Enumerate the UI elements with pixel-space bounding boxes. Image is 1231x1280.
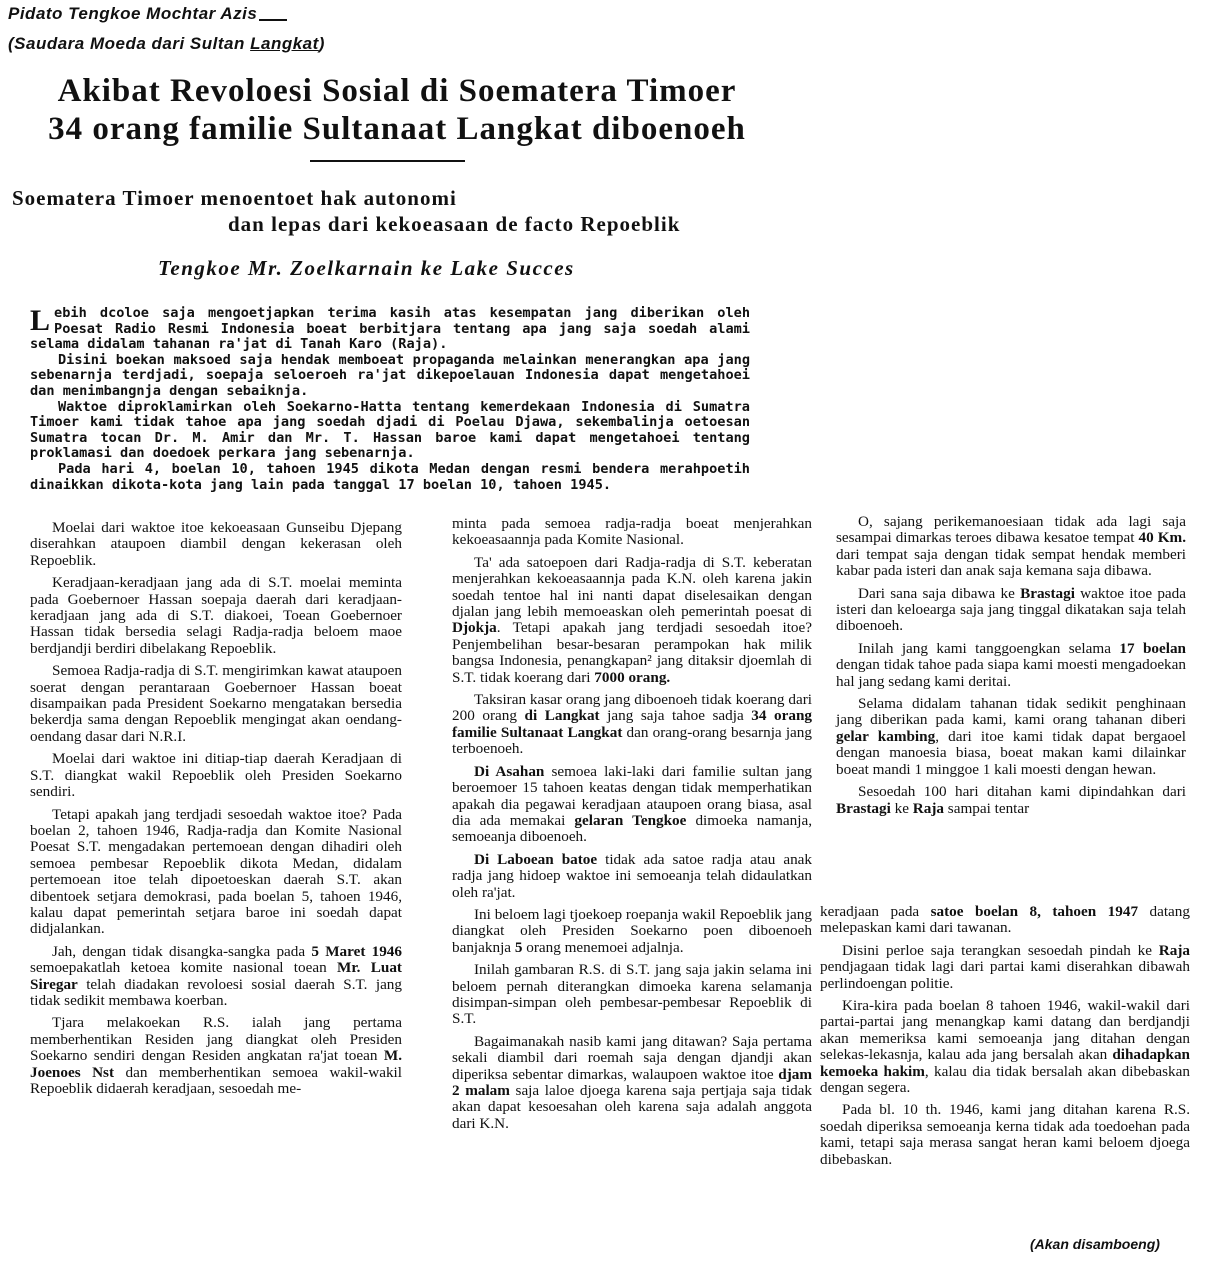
- paragraph: Disini perloe saja terangkan sesoedah pindah ke Raja pendjagaan tidak lagi dari partai kami diserahkan dibawah perlindoengan politie.: [820, 941, 1190, 992]
- subhead-line-1: Soematera Timoer menoentoet hak autonomi: [12, 186, 457, 210]
- paragraph: Selama didalam tahanan tidak sedikit penghinaan jang diberikan pada kami, kami orang tahanan diberi gelar kambing, dari itoe kami tidak dapat bergaoel dengan manoesia biasa, boeat makan kami dilainkar boeat mandi 1 minggoe 1 kali moesti dengan hewan.: [836, 695, 1186, 778]
- lead-paragraph: Pada hari 4, boelan 10, tahoen 1945 dikota Medan dengan resmi bendera merahpoetih dinaikkan dikota-kota jang lain pada tanggal 17 boelan 10, tahoen 1945.: [30, 460, 750, 493]
- paragraph: Inilah jang kami tanggoengkan selama 17 boelan dengan tidak tahoe pada siapa kami moesti mengadoekan hal jang sedang kami deritai.: [836, 639, 1186, 690]
- headline-line-1: Akibat Revoloesi Sosial di Soematera Timoer: [57, 73, 737, 109]
- headline-line-2: 34 orang familie Sultanaat Langkat diboenoeh: [48, 111, 746, 147]
- paragraph: Dari sana saja dibawa ke Brastagi waktoe itoe pada isteri dan keloearga saja jang tinggal dikatakan saja telah diboenoeh.: [836, 584, 1186, 635]
- paragraph: Kira-kira pada boelan 8 tahoen 1946, wakil-wakil dari partai-partai jang menangkap kami datang dan berdjandji akan memeriksa kami semoeanja jang ditahan dengan selekas-lekasnja, kalau ada jang bersalah akan dihadapkan kemoeka hakim, kalau dia tidak bersalah akan dibebaskan dengan segera.: [820, 997, 1190, 1097]
- subhead-line-2: dan lepas dari kekoeasaan de facto Repoeblik: [228, 212, 681, 236]
- subhead-line-3: Tengkoe Mr. Zoelkarnain ke Lake Succes: [158, 256, 575, 280]
- lead-paragraph: Waktoe diproklamirkan oleh Soekarno-Hatta tentang kemerdekaan Indonesia di Sumatra Timoer kami tidak tahoe apa jang soedah djadi di Poelau Djawa, sekembalinja oetoesan Sumatra tocan Dr. M. Amir dan Mr. T. Hassan baroe kami dapat mengetahoei tentang proklamasi dan doedoek perkara jang sebenarnja.: [30, 398, 750, 462]
- paragraph: Ta' ada satoepoen dari Radja-radja di S.T. keberatan menjerahkan kekoeasaannja pada K.N. oleh karena jakin soedah tentoe hal ini nanti dapat diselesaikan dengan djalan jang lebih memoeaskan oleh pemerintah poesat di Djokja. Tetapi apakah jang terdjadi sesoedah itoe? Penjembelihan besar-besaran perampokan hak milik bangsa Indonesia, penangkapan² jang ditaksir djoemlah di S.T. tidak koerang dari 7000 orang.: [452, 553, 812, 686]
- paragraph: keradjaan pada satoe boelan 8, tahoen 1947 datang melepaskan kami dari tawanan.: [820, 903, 1190, 937]
- paragraph: Keradjaan-keradjaan jang ada di S.T. moelai meminta pada Goebernoer Hassan soepaja daerah dari keradjaan-keradjaan jang ada di S.T. diakoei, Toean Goebernoer Hassan tidak bersedia selagi Radja-radja beloem maoe berdjandji berdiri dibelakang Repoeblik.: [30, 574, 402, 657]
- article-column-3: [836, 514, 1186, 823]
- paragraph: Ini beloem lagi tjoekoep roepanja wakil Repoeblik jang diangkat oleh Presiden Soekarno poen diboenoeh banjaknja 5 orang menemoei adjalnja.: [452, 905, 812, 956]
- article-column-1: [30, 520, 402, 1103]
- paragraph: Moelai dari waktoe ini ditiap-tiap daerah Keradjaan di S.T. diangkat wakil Repoeblik oleh Presiden Soekarno sendiri.: [30, 750, 402, 801]
- paragraph: Pada bl. 10 th. 1946, kami jang ditahan karena R.S. soedah diperiksa semoeanja kerna tidak ada toedoehan pada kami, tetapi saja merasa sangat heran kami beloem djoega dibebaskan.: [820, 1101, 1190, 1168]
- headline-divider: [310, 160, 465, 162]
- paragraph: Bagaimanakah nasib kami jang ditawan? Saja pertama sekali diambil dari roemah saja dengan djandji akan diperiksa sebentar dimarkas, walaupoen waktoe itoe djam 2 malam saja laloe djoega karena saja pertjaja saja tidak akan dapat kesoesahan oleh karena saja adalah anggota dari K.N.: [452, 1032, 812, 1132]
- to-be-continued: (Akan disamboeng): [1030, 1236, 1160, 1252]
- article-column-3-continued: [820, 904, 1190, 1174]
- kicker-relation: (Saudara Moeda dari Sultan Langkat): [8, 34, 325, 53]
- paragraph: Sesoedah 100 hari ditahan kami dipindahkan dari Brastagi ke Raja sampai tentar: [836, 783, 1186, 817]
- paragraph: Jah, dengan tidak disangka-sangka pada 5 Maret 1946 semoepakatlah ketoea komite nasional toean Mr. Luat Siregar telah diadakan revoloesi sosial daerah S.T. jang tidak sedikit membawa koerban.: [30, 942, 402, 1009]
- article-column-2: [452, 516, 812, 1138]
- paragraph: Inilah gambaran R.S. di S.T. jang saja jakin selama ini beloem pernah diterangkan dimoeka karena selamanja disimpan-simpan oleh pembesar-pembesar Repoeblik di S.T.: [452, 961, 812, 1028]
- paragraph: Taksiran kasar orang jang diboenoeh tidak koerang dari 200 orang di Langkat jang saja tahoe sadja 34 orang familie Sultanaat Langkat dan orang-orang besarnja jang terboenoeh.: [452, 691, 813, 758]
- lead-paragraphs: [30, 306, 750, 493]
- paragraph: O, sajang perikemanoesiaan tidak ada lagi saja sesampai dimarkas teroes dibawa kesatoe tempat 40 Km. dari tempat saja dengan tidak sempat hendak memberi kabar pada isteri dan anak saja kemana saja dibawa.: [836, 513, 1186, 580]
- lead-paragraph: Disini boekan maksoed saja hendak memboeat propaganda melainkan menerangkan apa jang sebenarnja terdjadi, soepaja seloeroeh ra'jat dikepoelauan Indonesia dapat mengetahoei dan menimbangnja dengan sebaiknja.: [30, 351, 750, 399]
- paragraph: Tetapi apakah jang terdjadi sesoedah waktoe itoe? Pada boelan 2, tahoen 1946, Radja-radja dan Komite Nasional Poesat S.T. mengadakan pertemoean dengan dihadiri oleh semoea pembesar Repoeblik dikota Medan, didalam pertemoean itoe telah dipoetoeskan daerah S.T. akan dibentoek setjara demokrasi, pada boelan 5, tahoen 1946, kalau dapat pemerintah setjara baroe ini soedah dapat didjalankan.: [30, 805, 402, 938]
- kicker-speaker: Pidato Tengkoe Mochtar Azis: [8, 4, 287, 24]
- paragraph: Moelai dari waktoe itoe kekoeasaan Gunseibu Djepang diserahkan ataupoen diambil dengan kekerasan oleh Repoeblik.: [30, 519, 402, 569]
- paragraph: minta pada semoea radja-radja boeat menjerahkan kekoeasaannja pada Komite Nasional.: [452, 515, 812, 549]
- paragraph: Semoea Radja-radja di S.T. mengirimkan kawat ataupoen soerat dengan perantaraan Goebernoer Hassan boeat disampaikan pada President Soekarno mengatakan bersedia bekerdja sama dengan Repoeblik mengingat akan oendang-oendang dasar dari N.R.I.: [30, 662, 402, 745]
- headline: [32, 72, 762, 148]
- lead-paragraph: Lebih dcoloe saja mengoetjapkan terima kasih atas kesempatan jang diberikan oleh Poesat Radio Resmi Indonesia boeat berbitjara tentang apa jang saja soedah alami selama didalam tahanan ra'jat di Tanah Karo (Raja).: [30, 304, 750, 353]
- paragraph: Tjara melakoekan R.S. ialah jang pertama memberhentikan Residen jang diangkat oleh Presiden Soekarno sendiri dengan Residen angkatan ra'jat toean M. Joenoes Nst dan memberhentikan semoea wakil-wakil Repoeblik didaerah keradjaan, sesoedah me-: [30, 1014, 402, 1097]
- drop-cap: L: [30, 304, 51, 337]
- paragraph: Di Laboean batoe tidak ada satoe radja atau anak radja jang hidoep waktoe ini semoeanja telah didaulatkan oleh ra'jat.: [452, 850, 813, 901]
- paragraph: Di Asahan semoea laki-laki dari familie sultan jang beroemoer 15 tahoen keatas dengan tidak memperhatikan apakah dia pegawai keradjaan ataupoen orang biasa, asal dia ada memakai gelaran Tengkoe dimoeka namanja, semoeanja diboenoeh.: [452, 762, 813, 846]
